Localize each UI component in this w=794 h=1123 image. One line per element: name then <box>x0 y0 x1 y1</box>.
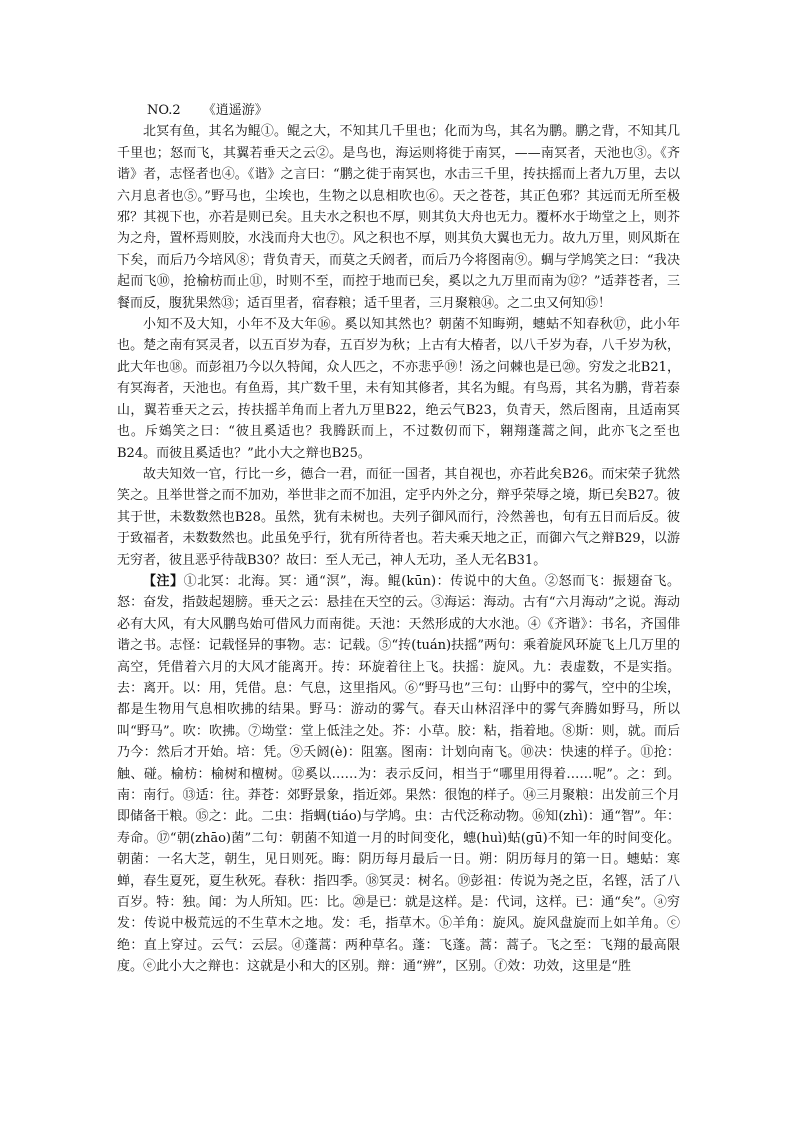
title-number: NO.2 <box>147 103 181 118</box>
paragraph-2: 小知不及大知，小年不及大年⑯。奚以知其然也？朝菌不知晦朔，蟪蛄不知春秋⑰，此小年也。楚之南有冥灵者，以五百岁为春，五百岁为秋；上古有大椿者，以八千岁为春，八千岁为秋，此大年也⑱。而彭祖乃今以久特闻，众人匹之，不亦悲乎⑲！汤之问棘也是已⑳。穷发之北B21，有冥海者，天池也。有鱼焉，其广数千里，未有知其修者，其名为鲲。有鸟焉，其名为鹏，背若泰山，翼若垂天之云，抟扶摇羊角而上者九万里B22，绝云气B23，负青天，然后图南，且适南冥也。斥鴳笑之曰：“彼且奚适也？我腾跃而上，不过数仞而下，翱翔蓬蒿之间，此亦飞之至也B24。而彼且奚适也？”此小大之辩也B25。 <box>117 317 680 461</box>
notes-paragraph <box>117 571 680 978</box>
document-title <box>147 100 680 121</box>
title-name: 《逍遥游》 <box>202 103 268 118</box>
notes-text: ①北冥：北海。冥：通“溟”，海。鲲(kūn)：传说中的大鱼。②怒而飞：振翅奋飞。怒：奋发，指鼓起翅膀。垂天之云：悬挂在天空的云。③海运：海动。古有“六月海动”之说。海动必有大风，有大风鹏鸟始可借风力而南徙。天池：天然形成的大水池。④《齐谐》：书名，齐国俳谐之书。志怪：记载怪异的事物。志：记载。⑤“抟(tuán)扶摇”两句：乘着旋风环旋飞上几万里的高空，凭借着六月的大风才能离开。抟：环旋着往上飞。扶摇：旋风。九：表虚数，不是实指。去：离开。以：用，凭借。息：气息，这里指风。⑥“野马也”三句：山野中的雾气，空中的尘埃，都是生物用气息相吹拂的结果。野马：游动的雾气。春天山林沼泽中的雾气奔腾如野马，所以叫“野马”。吹：吹拂。⑦坳堂：堂上低洼之处。芥：小草。胶：粘，指着地。⑧斯：则，就。而后乃今：然后才开始。培：凭。⑨夭阏(è)：阻塞。图南：计划向南飞。⑩决：快速的样子。⑪抢：触、碰。榆枋：榆树和檀树。⑫奚以……为：表示反问，相当于“哪里用得着……呢”。之：到。南：南行。⑬适：往。莽苍：郊野景象，指近郊。果然：很饱的样子。⑭三月聚粮：出发前三个月即储备干粮。⑮之：此。二虫：指蜩(tiáo)与学鸠。虫：古代泛称动物。⑯知(zhì)：通“智”。年：寿命。⑰“朝(zhāo)菌”二句：朝菌不知道一月的时间变化，蟪(huì)蛄(gū)不知一年的时间变化。朝菌：一名大芝，朝生，见日则死。晦：阴历每月最后一日。朔：阴历每月的第一日。蟪蛄：寒蝉，春生夏死，夏生秋死。春秋：指四季。⑱冥灵：树名。⑲彭祖：传说为尧之臣，名铿，活了八百岁。特：独。闻：为人所知。匹：比。⑳是已：就是这样。是：代词，这样。已：通“矣”。ⓐ穷发：传说中极荒远的不生草木之地。发：毛，指草木。ⓑ羊角：旋风。旋风盘旋而上如羊角。ⓒ绝：直上穿过。云气：云层。ⓓ蓬蒿：两种草名。蓬：飞蓬。蒿：蒿子。飞之至：飞翔的最高限度。ⓔ此小大之辩也：这就是小和大的区别。辩：通“辨”，区别。ⓕ效：功效，这里是“胜 <box>117 573 680 975</box>
notes-label: 【注】 <box>143 573 184 589</box>
paragraph-1: 北冥有鱼，其名为鲲①。鲲之大，不知其几千里也；化而为鸟，其名为鹏。鹏之背，不知其几千里也；怒而飞，其翼若垂天之云②。是鸟也，海运则将徙于南冥，——南冥者，天池也③。《齐谐》者，志怪者也④。《谐》之言曰：“鹏之徙于南冥也，水击三千里，抟扶摇而上者九万里，去以六月息者也⑤。”野马也，尘埃也，生物之以息相吹也⑥。天之苍苍，其正色邪？其远而无所至极邪？其视下也，亦若是则已矣。且夫水之积也不厚，则其负大舟也无力。覆杯水于坳堂之上，则芥为之舟，置杯焉则胶，水浅而舟大也⑦。风之积也不厚，则其负大翼也无力。故九万里，则风斯在下矣，而后乃今培风⑧；背负青天，而莫之夭阏者，而后乃今将图南⑨。蜩与学鸠笑之曰：“我决起而飞⑩，抢榆枋而止⑪，时则不至，而控于地而已矣，奚以之九万里而南为⑫？”适莽苍者，三餐而反，腹犹果然⑬；适百里者，宿舂粮；适千里者，三月聚粮⑭。之二虫又何知⑮！ <box>117 124 680 311</box>
paragraph-3: 故夫知效一官，行比一乡，德合一君，而征一国者，其自视也，亦若此矣B26。而宋荣子犹然笑之。且举世誉之而不加劝，举世非之而不加沮，定乎内外之分，辩乎荣辱之境，斯已矣B27。彼其于世，未数数然也B28。虽然，犹有未树也。夫列子御风而行，泠然善也，旬有五日而后反。彼于致福者，未数数然也。此虽免乎行，犹有所待者也。若夫乘天地之正，而御六气之辩B29，以游无穷者，彼且恶乎待哉B30？故曰：至人无己，神人无功，圣人无名B31。 <box>117 466 680 568</box>
document-page <box>117 100 680 978</box>
